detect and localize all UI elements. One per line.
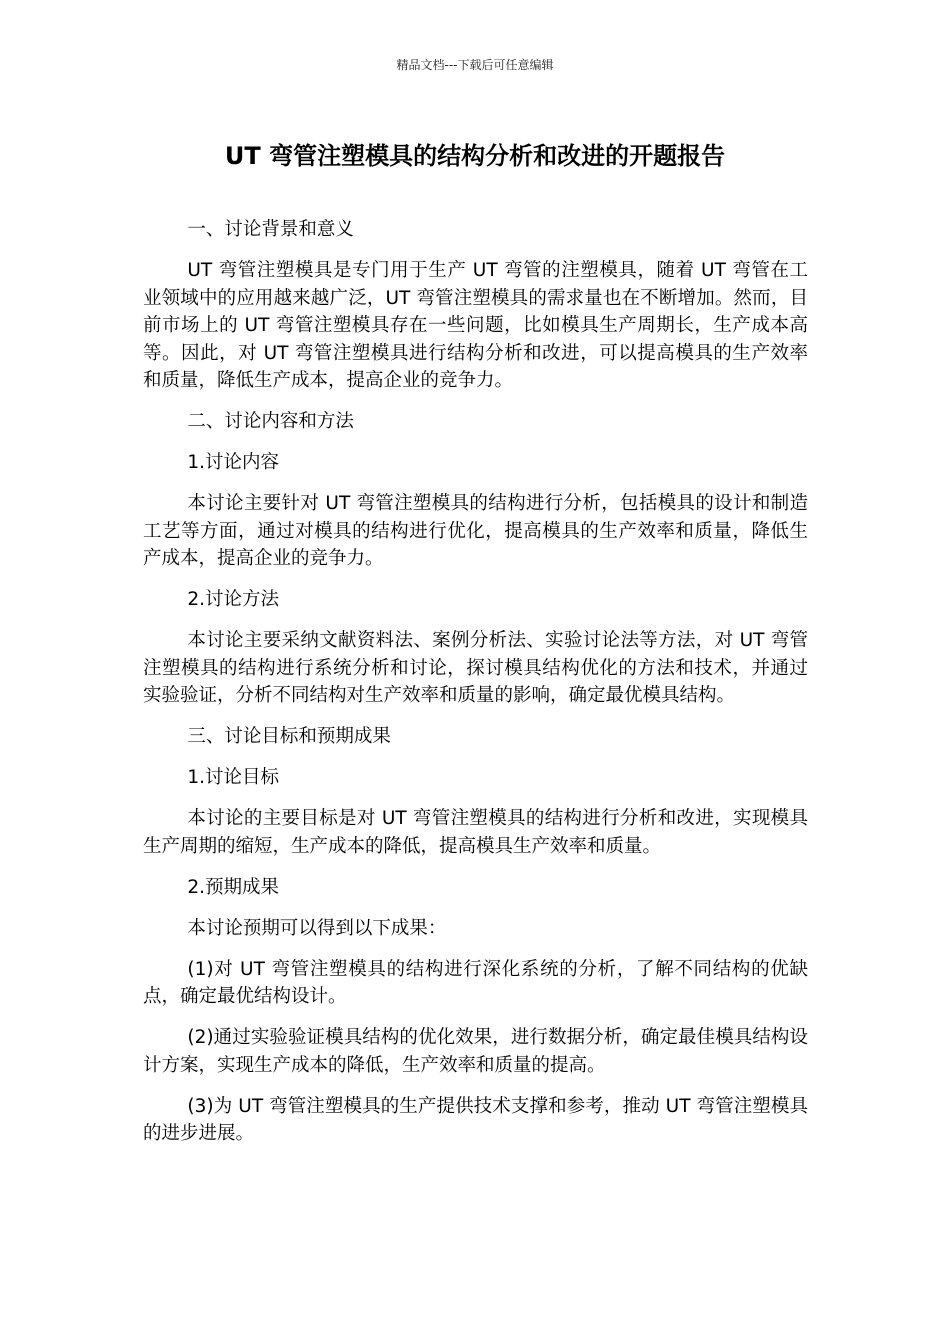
- document-body: [143, 216, 808, 1161]
- list-item-result-3: (3)为 UT 弯管注塑模具的生产提供技术支撑和参考，推动 UT 弯管注塑模具的进步进展。: [143, 1095, 808, 1144]
- section-heading-goals: 三、讨论目标和预期成果: [187, 726, 391, 747]
- subheading-method: 2.讨论方法: [187, 589, 280, 610]
- paragraph-content: 本讨论主要针对 UT 弯管注塑模具的结构进行分析，包括模具的设计和制造工艺等方面，通过对模具的结构进行优化，提高模具的生产效率和质量，降低生产成本，提高企业的竞争力。: [143, 493, 808, 569]
- section-heading-background: 一、讨论背景和意义: [187, 219, 354, 240]
- paragraph-background: UT 弯管注塑模具是专门用于生产 UT 弯管的注塑模具，随着 UT 弯管在工业领域中的应用越来越广泛，UT 弯管注塑模具的需求量也在不断增加。然而，目前市场上的 UT 弯管注塑模具存在一些问题，比如模具生产周期长，生产成本高等。因此，对 UT 弯管注塑模具进行结构分析和改进，可以提高模具的生产效率和质量，降低生产成本，提高企业的竞争力。: [143, 260, 808, 391]
- subheading-content: 1.讨论内容: [187, 452, 280, 473]
- document-title: UT 弯管注塑模具的结构分析和改进的开题报告: [224, 142, 726, 170]
- header-note: 精品文档---下载后可任意编辑: [396, 58, 554, 72]
- list-item-result-1: (1)对 UT 弯管注塑模具的结构进行深化系统的分析，了解不同结构的优缺点，确定最优结构设计。: [143, 958, 808, 1007]
- paragraph-method: 本讨论主要采纳文献资料法、案例分析法、实验讨论法等方法，对 UT 弯管注塑模具的结构进行系统分析和讨论，探讨模具结构优化的方法和技术，并通过实验验证，分析不同结构对生产效率和质量的影响，确定最优模具结构。: [143, 630, 808, 706]
- subheading-goal: 1.讨论目标: [187, 767, 280, 788]
- paragraph-goal: 本讨论的主要目标是对 UT 弯管注塑模具的结构进行分析和改进，实现模具生产周期的缩短，生产成本的降低，提高模具生产效率和质量。: [143, 808, 808, 857]
- list-item-result-2: (2)通过实验验证模具结构的优化效果，进行数据分析，确定最佳模具结构设计方案，实现生产成本的降低，生产效率和质量的提高。: [143, 1027, 808, 1076]
- paragraph-expected-intro: 本讨论预期可以得到以下成果：: [187, 917, 447, 939]
- section-heading-content-method: 二、讨论内容和方法: [187, 411, 354, 432]
- subheading-expected-results: 2.预期成果: [187, 876, 280, 898]
